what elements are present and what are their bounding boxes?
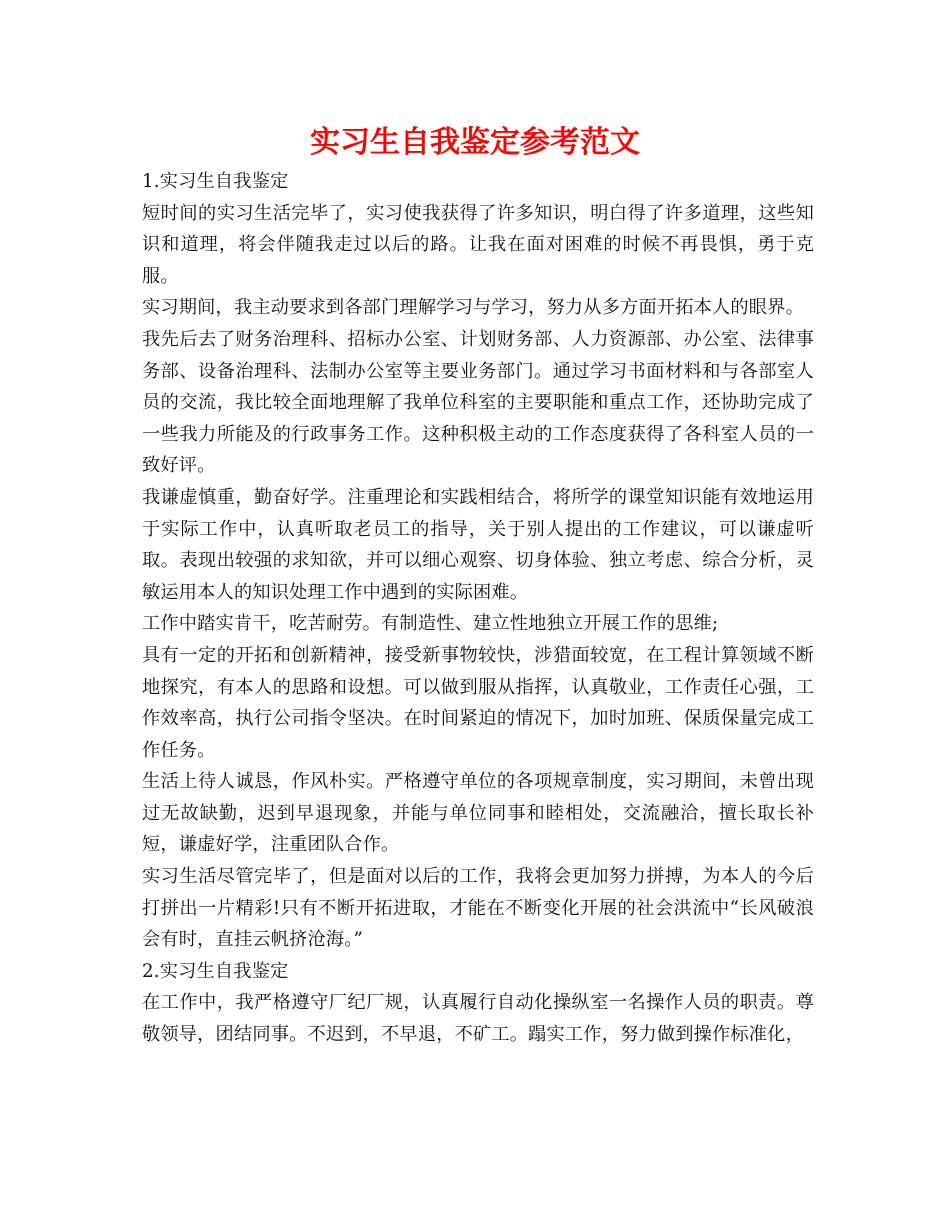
document-title: 实习生自我鉴定参考范文 — [310, 125, 640, 160]
paragraph: 实习生活尽管完毕了，但是面对以后的工作，我将会更加努力拼搏，为本人的今后打拼出一片精彩!只有不断开拓进取，才能在不断变化开展的社会洪流中“长风破浪会有时，直挂云帆挤沧海。” — [142, 866, 814, 951]
paragraph: 实习期间，我主动要求到各部门理解学习与学习，努力从多方面开拓本人的眼界。 — [142, 297, 804, 319]
paragraph: 短时间的实习生活完毕了，实习使我获得了许多知识，明白得了许多道理，这些知识和道理，将会伴随我走过以后的路。让我在面对困难的时候不再畏惧，勇于克服。 — [142, 202, 814, 287]
paragraph: 我谦虚慎重，勤奋好学。注重理论和实践相结合，将所学的课堂知识能有效地运用于实际工作中，认真听取老员工的指导，关于别人提出的工作建议，可以谦虚听取。表现出较强的求知欲，并可以细心观察、切身体验、独立考虑、综合分析，灵敏运用本人的知识处理工作中遇到的实际困难。 — [142, 486, 814, 603]
paragraph: 工作中踏实肯干，吃苦耐劳。有制造性、建立性地独立开展工作的思维; — [142, 613, 719, 635]
paragraph: 在工作中，我严格遵守厂纪厂规，认真履行自动化操纵室一名操作人员的职责。尊敬领导，团结同事。不迟到，不早退，不矿工。蹋实工作，努力做到操作标准化， — [142, 992, 814, 1046]
section-heading-1: 1.实习生自我鉴定 — [142, 171, 289, 192]
paragraph: 我先后去了财务治理科、招标办公室、计划财务部、人力资源部、办公室、法律事务部、设备治理科、法制办公室等主要业务部门。通过学习书面材料和与各部室人员的交流，我比较全面地理解了我单位科室的主要职能和重点工作，还协助完成了一些我力所能及的行政事务工作。这种积极主动的工作态度获得了各科室人员的一致好评。 — [142, 328, 814, 477]
document-body — [142, 166, 814, 1051]
paragraph: 具有一定的开拓和创新精神，接受新事物较快，涉猎面较宽，在工程计算领域不断地探究，有本人的思路和设想。可以做到服从指挥，认真敬业，工作责任心强，工作效率高，执行公司指令坚决。在时间紧迫的情况下，加时加班、保质保量完成工作任务。 — [142, 644, 814, 761]
section-heading-2: 2.实习生自我鉴定 — [142, 960, 289, 982]
paragraph: 生活上待人诚恳，作风朴实。严格遵守单位的各项规章制度，实习期间，未曾出现过无故缺勤，迟到早退现象，并能与单位同事和睦相处，交流融洽，擅长取长补短，谦虚好学，注重团队合作。 — [142, 771, 814, 856]
